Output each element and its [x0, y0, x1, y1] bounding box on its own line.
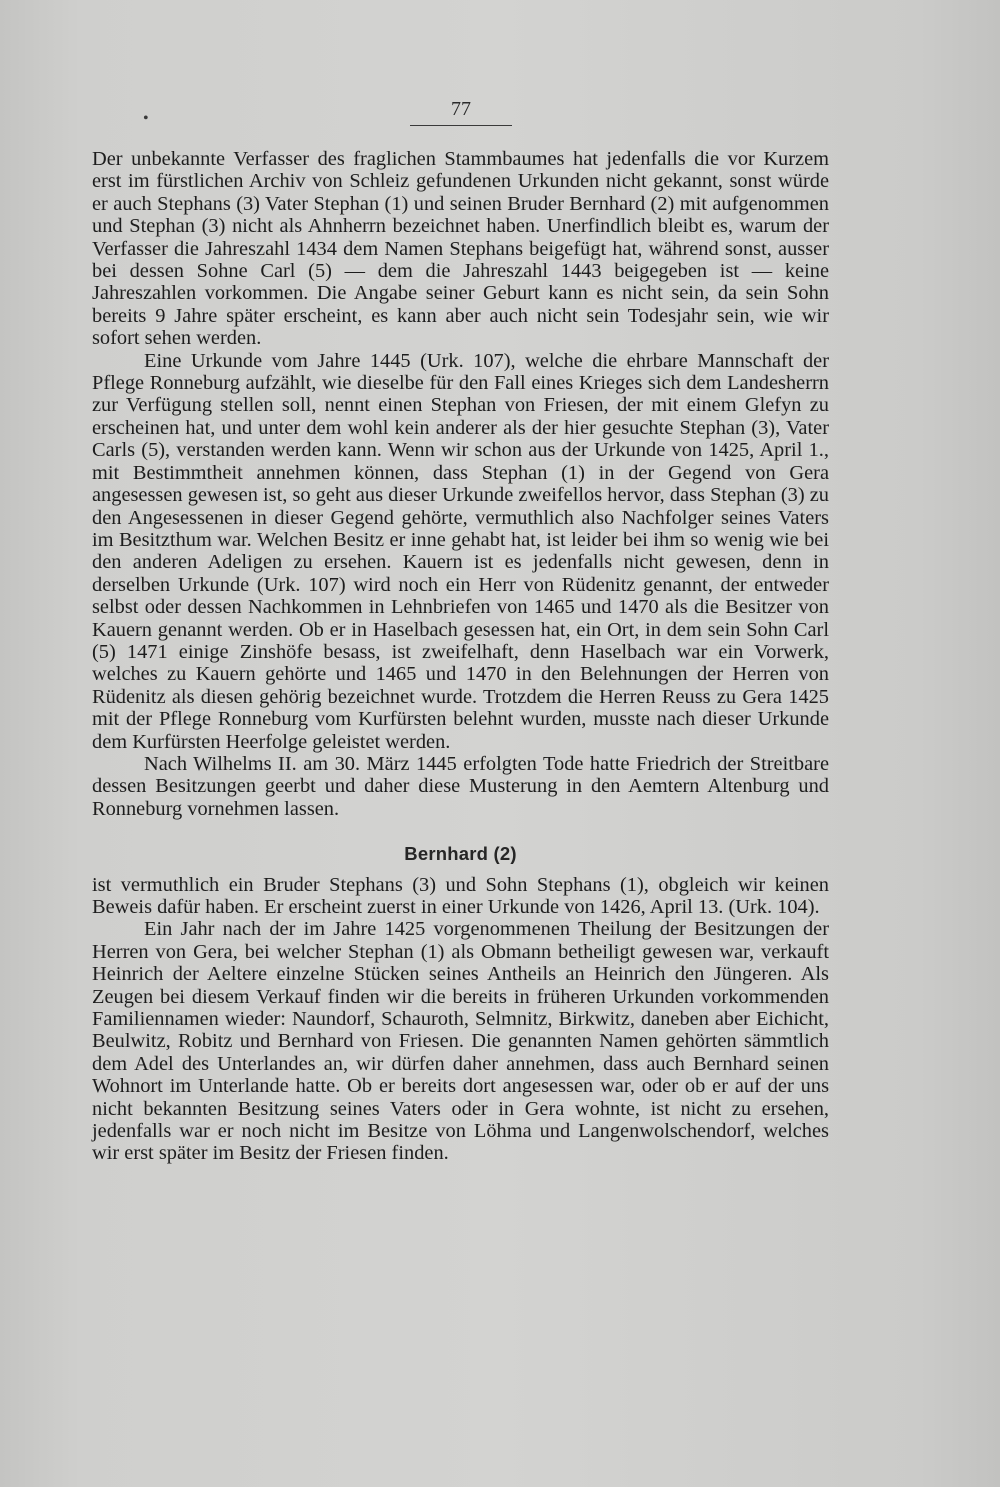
paragraph: ist vermuthlich ein Bruder Stephans (3) und Sohn Stephans (1), obgleich wir keinen Beweis dafür haben. Er erscheint zuerst in einer Urkunde von 1426, April 13. (Urk. 104).: [92, 873, 829, 918]
paragraph: Ein Jahr nach der im Jahre 1425 vorgenommenen Theilung der Besitzungen der Herren von Gera, bei welcher Stephan (1) als Obmann betheiligt gewesen war, verkauft Heinrich der Aeltere einzelne Stücken seines Antheils an Heinrich den Jüngeren. Als Zeugen bei diesem Verkauf finden wir die bereits in früheren Urkunden vorkommenden Familiennamen wieder: Naundorf, Schauroth, Selmnitz, Birkwitz, daneben aber Eichicht, Beulwitz, Robitz und Bernhard von Friesen. Die genannten Namen gehörten sämmtlich dem Adel des Unterlandes an, wir dürfen daher annehmen, dass auch Bernhard seinen Wohnort im Unterlande hatte. Ob er bereits dort angesessen war, oder ob er auf der uns nicht bekannten Besitzung seines Vaters oder in Gera wohnte, ist nicht zu ersehen, jedenfalls war er noch nicht im Besitze von Löhma und Langenwolschendorf, welches wir erst später im Besitz der Friesen finden.: [92, 918, 829, 1165]
paragraph: Der unbekannte Verfasser des fraglichen Stammbaumes hat jedenfalls die vor Kurzem erst im fürstlichen Archiv von Schleiz gefundenen Urkunden nicht gekannt, sonst würde er auch Stephans (3) Vater Stephan (1) und seinen Bruder Bernhard (2) mit aufgenommen und Stephan (3) nicht als Ahnherrn bezeichnet haben. Unerfindlich bleibt es, warum der Verfasser die Jahreszahl 1434 dem Namen Stephans beigefügt hat, während sonst, ausser bei dessen Sohne Carl (5) — dem die Jahreszahl 1443 beigegeben ist — keine Jahreszahlen vorkommen. Die Angabe seiner Geburt kann es nicht sein, da sein Sohn bereits 9 Jahre später erscheint, es kann aber auch nicht sein Todesjahr sein, wie wir sofort sehen werden.: [92, 148, 829, 350]
paragraph: Eine Urkunde vom Jahre 1445 (Urk. 107), welche die ehrbare Mannschaft der Pflege Ronneburg aufzählt, wie dieselbe für den Fall eines Krieges sich dem Landesherrn zur Verfügung stellen soll, nennt einen Stephan von Friesen, der mit einem Glefyn zu erscheinen hat, und unter dem wohl kein anderer als der hier gesuchte Stephan (3), Vater Carls (5), verstanden werden kann. Wenn wir schon aus der Urkunde von 1425, April 1., mit Bestimmtheit annehmen können, dass Stephan (1) in der Gegend von Gera angesessen gewesen ist, so geht aus dieser Urkunde zweifellos hervor, dass Stephan (3) zu den Angesessenen in dieser Gegend gehörte, vermuthlich also Nachfolger seines Vaters im Besitzthum war. Welchen Besitz er inne gehabt hat, ist leider bei ihm so wenig wie bei den anderen Adeligen zu ersehen. Kauern ist es jedenfalls nicht gewesen, denn in derselben Urkunde (Urk. 107) wird noch ein Herr von Rüdenitz genannt, der entweder selbst oder dessen Nachkommen in Lehnbriefen von 1465 und 1470 als die Besitzer von Kauern genannt werden. Ob er in Haselbach gesessen hat, ein Ort, in dem sein Sohn Carl (5) 1471 einige Zinshöfe besass, ist zweifelhaft, denn Haselbach war ein Vorwerk, welches zu Kauern gehörte und 1465 und 1470 in den Belehnungen der Herren von Rüdenitz als diesen gehörig bezeichnet wurde. Trotzdem die Herren Reuss zu Gera 1425 mit der Pflege Ronneburg vom Kurfürsten belehnt wurden, musste nach dieser Urkunde dem Kurfürsten Heerfolge geleistet werden.: [92, 349, 829, 753]
page-number-rule: [410, 125, 512, 126]
page-speck: •: [143, 110, 149, 127]
body-text: [92, 148, 829, 1165]
page-number: 77: [451, 98, 471, 120]
paragraph: Nach Wilhelms II. am 30. März 1445 erfolgten Tode hatte Friedrich der Streitbare dessen Besitzungen geerbt und daher diese Musterung in den Aemtern Altenburg und Ronneburg vornehmen lassen.: [92, 752, 829, 820]
section-heading: Bernhard (2): [404, 843, 517, 865]
